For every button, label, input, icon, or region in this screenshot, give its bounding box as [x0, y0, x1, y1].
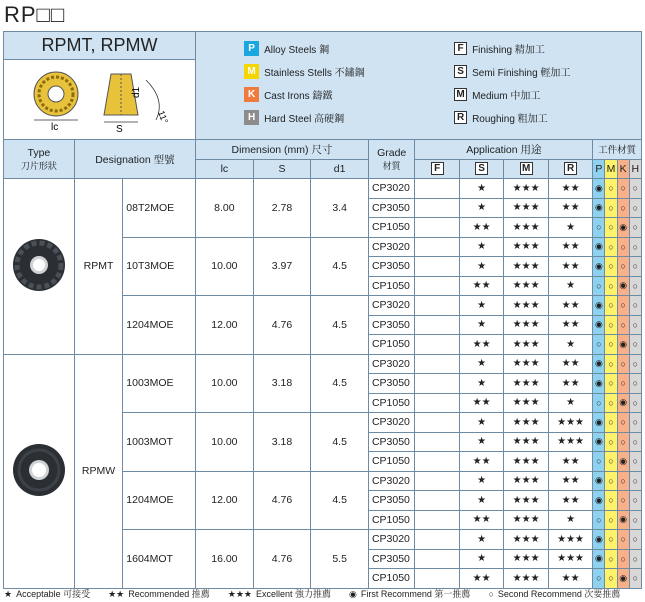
- legend-panel: [196, 32, 642, 140]
- mat-k-mark: ○: [617, 471, 629, 491]
- mat-m-mark: ○: [605, 198, 617, 218]
- app-s-rating: ★★: [459, 393, 503, 413]
- grade-cell: CP3020: [368, 413, 415, 433]
- app-r-rating: ★★★: [548, 530, 592, 550]
- app-s-rating: ★: [459, 257, 503, 277]
- dim-s: 4.76: [253, 530, 311, 589]
- insert-diagram: [4, 60, 196, 140]
- app-s-rating: ★: [459, 413, 503, 433]
- app-f-rating: [415, 452, 459, 472]
- mat-k-mark: ◉: [617, 452, 629, 472]
- mat-p-mark: ○: [593, 569, 605, 589]
- dim-s: 2.78: [253, 179, 311, 238]
- app-r-rating: ★★: [548, 471, 592, 491]
- mat-p-mark: ◉: [593, 237, 605, 257]
- footer-legend-item: [4, 587, 90, 600]
- mat-k-mark: ○: [617, 432, 629, 452]
- mat-m-mark: ○: [605, 179, 617, 199]
- grade-cell: CP1050: [368, 276, 415, 296]
- svg-text:d1: d1: [130, 86, 142, 98]
- mat-m-mark: ○: [605, 530, 617, 550]
- insert-table: [3, 31, 642, 589]
- mat-p-mark: ○: [593, 335, 605, 355]
- grade-cell: CP3020: [368, 530, 415, 550]
- app-s-rating: ★★: [459, 452, 503, 472]
- mat-p-mark: ◉: [593, 354, 605, 374]
- col-app-r: R: [548, 159, 592, 179]
- app-s-rating: ★: [459, 549, 503, 569]
- app-r-rating: ★: [548, 510, 592, 530]
- mat-p-mark: ◉: [593, 179, 605, 199]
- app-r-rating: ★★: [548, 179, 592, 199]
- mat-h-mark: ○: [629, 296, 641, 316]
- app-r-rating: ★★: [548, 198, 592, 218]
- app-f-rating: [415, 315, 459, 335]
- grade-cell: CP3020: [368, 296, 415, 316]
- footer-text: Recommended 推薦: [128, 589, 210, 599]
- designation-code: 08T2MOE: [123, 179, 196, 238]
- app-s-rating: ★: [459, 315, 503, 335]
- app-m-rating: ★★★: [504, 393, 548, 413]
- app-m-rating: ★★★: [504, 413, 548, 433]
- mat-k-mark: ◉: [617, 335, 629, 355]
- app-s-rating: ★★: [459, 510, 503, 530]
- mat-m-mark: ○: [605, 296, 617, 316]
- mat-h-mark: ○: [629, 218, 641, 238]
- app-r-rating: ★★★: [548, 549, 592, 569]
- app-f-rating: [415, 549, 459, 569]
- grade-cell: CP3020: [368, 354, 415, 374]
- app-m-rating: ★★★: [504, 530, 548, 550]
- page-title: RP□□: [4, 2, 66, 27]
- col-app-s: S: [459, 159, 503, 179]
- dim-lc: 10.00: [196, 237, 254, 296]
- mat-p-mark: ○: [593, 393, 605, 413]
- mat-h-mark: ○: [629, 452, 641, 472]
- grade-cell: CP3020: [368, 179, 415, 199]
- mat-m-mark: ○: [605, 452, 617, 472]
- app-m-rating: ★★★: [504, 276, 548, 296]
- app-m-rating: ★★★: [504, 471, 548, 491]
- app-f-rating: [415, 432, 459, 452]
- app-m-rating: ★★★: [504, 452, 548, 472]
- footer-legend-item: [488, 587, 620, 600]
- mat-m-mark: ○: [605, 335, 617, 355]
- dim-s: 3.18: [253, 413, 311, 472]
- mat-p-mark: ◉: [593, 549, 605, 569]
- mat-h-mark: ○: [629, 569, 641, 589]
- grade-cell: CP3020: [368, 471, 415, 491]
- footer-symbol: ★: [4, 589, 13, 599]
- app-f-rating: [415, 237, 459, 257]
- mat-m-mark: ○: [605, 315, 617, 335]
- legend-alloy-steels: P Alloy Steels 鋼: [244, 41, 329, 56]
- app-s-rating: ★★: [459, 276, 503, 296]
- app-f-rating: [415, 198, 459, 218]
- mat-k-mark: ◉: [617, 218, 629, 238]
- col-app-m: M: [504, 159, 548, 179]
- rpmt-insert-image: [4, 179, 75, 355]
- mat-k-mark: ◉: [617, 393, 629, 413]
- dim-s: 3.97: [253, 237, 311, 296]
- dim-s: 4.76: [253, 471, 311, 530]
- app-f-rating: [415, 257, 459, 277]
- designation-code: 1204MOE: [123, 296, 196, 355]
- legend-semi-finishing: S Semi Finishing 輕加工: [454, 64, 570, 79]
- app-r-rating: ★★: [548, 315, 592, 335]
- mat-k-mark: ○: [617, 237, 629, 257]
- mat-p-mark: ○: [593, 276, 605, 296]
- designation-code: 10T3MOE: [123, 237, 196, 296]
- grade-cell: CP3050: [368, 491, 415, 511]
- app-m-rating: ★★★: [504, 510, 548, 530]
- app-s-rating: ★: [459, 198, 503, 218]
- grade-cell: CP3050: [368, 549, 415, 569]
- legend-stainless: M Stainless Stells 不鏽鋼: [244, 64, 365, 79]
- app-s-rating: ★: [459, 237, 503, 257]
- app-r-rating: ★★: [548, 452, 592, 472]
- legend-roughing: R Roughing 粗加工: [454, 110, 548, 125]
- app-s-rating: ★: [459, 179, 503, 199]
- footer-text: First Recommend 第一推薦: [360, 589, 471, 599]
- table-row: [4, 179, 642, 199]
- app-f-rating: [415, 510, 459, 530]
- col-lc-header: lc: [196, 159, 254, 179]
- mat-h-mark: ○: [629, 393, 641, 413]
- app-s-rating: ★: [459, 432, 503, 452]
- col-s-header: S: [253, 159, 311, 179]
- app-f-rating: [415, 530, 459, 550]
- mat-h-mark: ○: [629, 198, 641, 218]
- mat-k-mark: ○: [617, 491, 629, 511]
- app-m-rating: ★★★: [504, 335, 548, 355]
- grade-cell: CP3050: [368, 257, 415, 277]
- svg-text:S: S: [115, 124, 123, 135]
- grade-cell: CP3050: [368, 432, 415, 452]
- mat-m-mark: ○: [605, 569, 617, 589]
- mat-p-mark: ◉: [593, 257, 605, 277]
- mat-h-mark: ○: [629, 257, 641, 277]
- footer-symbol: ★★: [108, 589, 125, 599]
- footer-text: Second Recommend 次要推薦: [497, 589, 621, 599]
- insert-drawing-icon: [6, 60, 194, 136]
- mat-m-mark: ○: [605, 549, 617, 569]
- app-f-rating: [415, 296, 459, 316]
- grade-cell: CP1050: [368, 393, 415, 413]
- dim-d1: 4.5: [311, 471, 369, 530]
- designation-code: 1003MOE: [123, 354, 196, 413]
- footer-text: Acceptable 可接受: [16, 589, 91, 599]
- dim-lc: 10.00: [196, 354, 254, 413]
- grade-cell: CP1050: [368, 218, 415, 238]
- mat-m-mark: ○: [605, 374, 617, 394]
- app-f-rating: [415, 569, 459, 589]
- col-d1-header: d1: [311, 159, 369, 179]
- mat-p-mark: ◉: [593, 296, 605, 316]
- col-mat-k: K: [617, 159, 629, 179]
- app-r-rating: ★: [548, 335, 592, 355]
- mat-h-mark: ○: [629, 413, 641, 433]
- grade-cell: CP1050: [368, 569, 415, 589]
- mat-p-mark: ◉: [593, 413, 605, 433]
- mat-m-mark: ○: [605, 491, 617, 511]
- mat-k-mark: ◉: [617, 276, 629, 296]
- grade-cell: CP1050: [368, 510, 415, 530]
- legend-medium: M Medium 中加工: [454, 87, 540, 102]
- mat-k-mark: ○: [617, 315, 629, 335]
- svg-text:lc: lc: [50, 122, 58, 133]
- designation-code: 1204MOE: [123, 471, 196, 530]
- mat-m-mark: ○: [605, 276, 617, 296]
- app-f-rating: [415, 218, 459, 238]
- legend-cast-irons: K Cast Irons 鑄鐵: [244, 87, 332, 102]
- mat-k-mark: ○: [617, 354, 629, 374]
- app-f-rating: [415, 471, 459, 491]
- series-label: RPMW: [74, 354, 123, 588]
- series-label: RPMT: [74, 179, 123, 355]
- col-material-header: 工件材質: [593, 140, 642, 160]
- footer-legend-item: [108, 587, 210, 600]
- app-f-rating: [415, 491, 459, 511]
- dim-s: 3.18: [253, 354, 311, 413]
- app-s-rating: ★: [459, 471, 503, 491]
- dim-s: 4.76: [253, 296, 311, 355]
- grade-cell: CP1050: [368, 452, 415, 472]
- grade-cell: CP3020: [368, 237, 415, 257]
- mat-k-mark: ○: [617, 530, 629, 550]
- mat-h-mark: ○: [629, 549, 641, 569]
- dim-d1: 4.5: [311, 413, 369, 472]
- series-title: RPMT, RPMW: [4, 32, 196, 60]
- app-s-rating: ★: [459, 530, 503, 550]
- footer-symbol: ◉: [349, 589, 357, 599]
- dim-lc: 10.00: [196, 413, 254, 472]
- mat-p-mark: ◉: [593, 530, 605, 550]
- app-s-rating: ★: [459, 354, 503, 374]
- col-grade-header: Grade 材質: [368, 140, 415, 179]
- mat-h-mark: ○: [629, 374, 641, 394]
- col-application-header: Application 用途: [415, 140, 593, 160]
- mat-p-mark: ◉: [593, 471, 605, 491]
- mat-h-mark: ○: [629, 471, 641, 491]
- mat-h-mark: ○: [629, 432, 641, 452]
- mat-h-mark: ○: [629, 491, 641, 511]
- mat-h-mark: ○: [629, 510, 641, 530]
- mat-m-mark: ○: [605, 237, 617, 257]
- app-r-rating: ★★: [548, 257, 592, 277]
- col-dimension-header: Dimension (mm) 尺寸: [196, 140, 369, 160]
- grade-cell: CP3050: [368, 374, 415, 394]
- legend-hard-steel: H Hard Steel 高硬鋼: [244, 110, 344, 125]
- col-mat-m: M: [605, 159, 617, 179]
- mat-m-mark: ○: [605, 471, 617, 491]
- footer-legend-item: [349, 587, 470, 600]
- dim-d1: 4.5: [311, 296, 369, 355]
- table-row: [4, 354, 642, 374]
- app-m-rating: ★★★: [504, 374, 548, 394]
- mat-h-mark: ○: [629, 315, 641, 335]
- mat-k-mark: ○: [617, 296, 629, 316]
- grade-cell: CP1050: [368, 335, 415, 355]
- mat-h-mark: ○: [629, 237, 641, 257]
- dim-lc: 12.00: [196, 296, 254, 355]
- mat-m-mark: ○: [605, 218, 617, 238]
- app-m-rating: ★★★: [504, 549, 548, 569]
- app-f-rating: [415, 393, 459, 413]
- app-r-rating: ★★: [548, 374, 592, 394]
- app-m-rating: ★★★: [504, 179, 548, 199]
- dim-lc: 12.00: [196, 471, 254, 530]
- mat-p-mark: ○: [593, 510, 605, 530]
- mat-h-mark: ○: [629, 530, 641, 550]
- app-r-rating: ★: [548, 393, 592, 413]
- app-r-rating: ★★: [548, 237, 592, 257]
- app-s-rating: ★: [459, 374, 503, 394]
- rpmw-insert-image: [4, 354, 75, 588]
- app-f-rating: [415, 335, 459, 355]
- footer-symbol: ★★★: [227, 589, 253, 599]
- mat-k-mark: ○: [617, 374, 629, 394]
- footer-legend: [4, 587, 644, 600]
- dim-d1: 3.4: [311, 179, 369, 238]
- app-f-rating: [415, 374, 459, 394]
- mat-m-mark: ○: [605, 393, 617, 413]
- mat-h-mark: ○: [629, 179, 641, 199]
- dim-lc: 16.00: [196, 530, 254, 589]
- app-s-rating: ★: [459, 491, 503, 511]
- app-m-rating: ★★★: [504, 296, 548, 316]
- mat-p-mark: ○: [593, 218, 605, 238]
- app-m-rating: ★★★: [504, 237, 548, 257]
- mat-p-mark: ◉: [593, 491, 605, 511]
- dim-d1: 5.5: [311, 530, 369, 589]
- grade-cell: CP3050: [368, 315, 415, 335]
- mat-m-mark: ○: [605, 413, 617, 433]
- app-r-rating: ★★: [548, 354, 592, 374]
- col-type-header: Type 刀片形狀: [4, 140, 75, 179]
- app-r-rating: ★★★: [548, 432, 592, 452]
- app-s-rating: ★★: [459, 569, 503, 589]
- app-m-rating: ★★★: [504, 315, 548, 335]
- legend-finishing: F Finishing 精加工: [454, 41, 545, 56]
- mat-p-mark: ◉: [593, 432, 605, 452]
- mat-k-mark: ◉: [617, 569, 629, 589]
- app-m-rating: ★★★: [504, 491, 548, 511]
- designation-code: 1003MOT: [123, 413, 196, 472]
- app-f-rating: [415, 276, 459, 296]
- grade-cell: CP3050: [368, 198, 415, 218]
- col-mat-p: P: [593, 159, 605, 179]
- mat-h-mark: ○: [629, 335, 641, 355]
- footer-legend-item: [228, 587, 331, 600]
- mat-p-mark: ○: [593, 452, 605, 472]
- dim-d1: 4.5: [311, 354, 369, 413]
- mat-p-mark: ◉: [593, 374, 605, 394]
- mat-h-mark: ○: [629, 354, 641, 374]
- mat-h-mark: ○: [629, 276, 641, 296]
- app-r-rating: ★★: [548, 569, 592, 589]
- footer-text: Excellent 強力推薦: [256, 589, 332, 599]
- app-s-rating: ★★: [459, 218, 503, 238]
- mat-p-mark: ◉: [593, 315, 605, 335]
- app-m-rating: ★★★: [504, 257, 548, 277]
- mat-k-mark: ○: [617, 179, 629, 199]
- app-m-rating: ★★★: [504, 198, 548, 218]
- app-r-rating: ★: [548, 218, 592, 238]
- app-f-rating: [415, 354, 459, 374]
- app-m-rating: ★★★: [504, 432, 548, 452]
- footer-symbol: ○: [488, 589, 494, 599]
- mat-m-mark: ○: [605, 257, 617, 277]
- app-m-rating: ★★★: [504, 569, 548, 589]
- designation-code: 1604MOT: [123, 530, 196, 589]
- mat-k-mark: ◉: [617, 510, 629, 530]
- app-f-rating: [415, 413, 459, 433]
- app-m-rating: ★★★: [504, 354, 548, 374]
- mat-k-mark: ○: [617, 257, 629, 277]
- col-app-f: F: [415, 159, 459, 179]
- svg-text:11°: 11°: [155, 109, 170, 125]
- mat-m-mark: ○: [605, 432, 617, 452]
- app-r-rating: ★★: [548, 491, 592, 511]
- app-f-rating: [415, 179, 459, 199]
- app-r-rating: ★★★: [548, 413, 592, 433]
- app-r-rating: ★★: [548, 296, 592, 316]
- app-m-rating: ★★★: [504, 218, 548, 238]
- mat-k-mark: ○: [617, 413, 629, 433]
- mat-m-mark: ○: [605, 354, 617, 374]
- mat-k-mark: ○: [617, 549, 629, 569]
- dim-d1: 4.5: [311, 237, 369, 296]
- mat-m-mark: ○: [605, 510, 617, 530]
- col-mat-h: H: [629, 159, 641, 179]
- mat-k-mark: ○: [617, 198, 629, 218]
- app-s-rating: ★: [459, 296, 503, 316]
- col-designation-header: Designation 型號: [74, 140, 195, 179]
- app-r-rating: ★: [548, 276, 592, 296]
- dim-lc: 8.00: [196, 179, 254, 238]
- app-s-rating: ★★: [459, 335, 503, 355]
- mat-p-mark: ◉: [593, 198, 605, 218]
